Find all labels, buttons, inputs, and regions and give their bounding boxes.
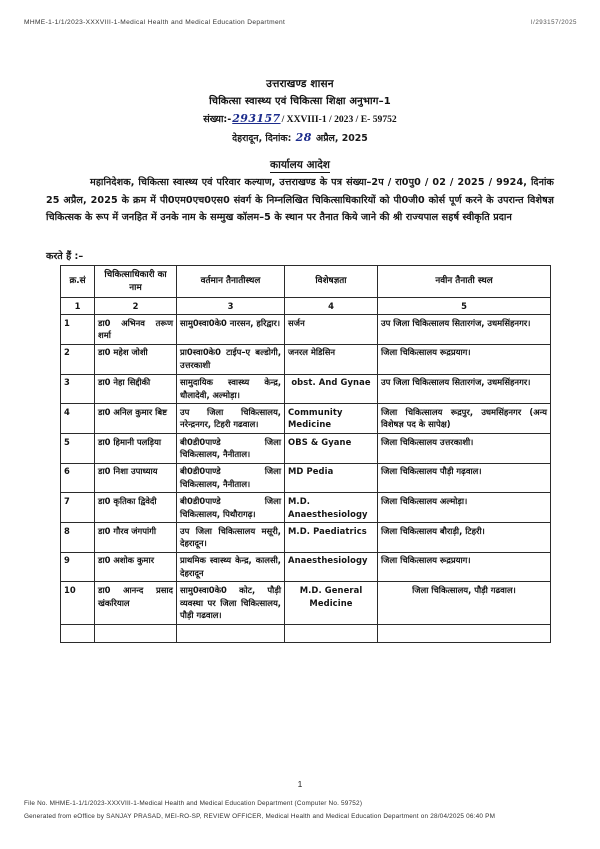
cell-new-posting: जिला चिकित्सालय पौड़ी गढ़वाल। — [378, 463, 551, 493]
posting-table — [60, 265, 551, 643]
cell-current-posting: प्राथमिक स्वास्थ्य केन्द्र, कालसी, देहरादून — [177, 552, 285, 582]
cell-new-posting: जिला चिकित्सालय रूद्रप्रयाग। — [378, 344, 551, 374]
order-number-line — [0, 110, 600, 129]
cell-specialization: MD Pedia — [285, 463, 378, 493]
colnum-2: 2 — [95, 298, 177, 315]
table-row — [61, 434, 551, 464]
place-date-label: देहरादून, दिनांक: — [232, 133, 292, 144]
cell-new-posting: जिला चिकित्सालय अल्मोड़ा। — [378, 493, 551, 523]
table-row-empty — [61, 624, 551, 643]
cell-specialization: M.D. General Medicine — [285, 582, 378, 624]
th-specialization: विशेषज्ञता — [285, 266, 378, 298]
table-row — [61, 374, 551, 404]
date-handwritten: 28 — [295, 131, 312, 144]
cell-specialization: obst. And Gynae — [285, 374, 378, 404]
th-serial: क्र.सं — [61, 266, 95, 298]
th-officer-name: चिकित्साधिकारी का नाम — [95, 266, 177, 298]
footer-file-number: File No. MHME-1-1/1/2023-XXXVIII-1-Medical Health and Medical Education Department (Computer No. 59752) — [24, 800, 363, 807]
cell-current-posting: उप जिला चिकित्सालय मसूरी, देहरादून। — [177, 523, 285, 553]
order-number-rest: / XXVIII-1 / 2023 / E- 59752 — [281, 114, 397, 125]
cell-serial: 3 — [61, 374, 95, 404]
cell-new-posting: उप जिला चिकित्सालय सितारगंज, उधमसिंहनगर। — [378, 315, 551, 345]
cell-new-posting: उप जिला चिकित्सालय सितारगंज, उधमसिंहनगर। — [378, 374, 551, 404]
order-number-label: संख्या:- — [203, 114, 232, 125]
table-row — [61, 493, 551, 523]
table-row — [61, 315, 551, 345]
colnum-5: 5 — [378, 298, 551, 315]
cell-current-posting: उप जिला चिकित्सालय, नरेन्द्रनगर, टिहरी गढवाल। — [177, 404, 285, 434]
cell-officer-name: डा0 अभिनव तरूण शर्मा — [95, 315, 177, 345]
cell-specialization: सर्जन — [285, 315, 378, 345]
cell-officer-name: डा0 निशा उपाध्याय — [95, 463, 177, 493]
cell-specialization: Anaesthesiology — [285, 552, 378, 582]
cell-specialization — [285, 624, 378, 643]
colnum-3: 3 — [177, 298, 285, 315]
cell-serial — [61, 624, 95, 643]
cell-serial: 7 — [61, 493, 95, 523]
cell-serial: 2 — [61, 344, 95, 374]
table-row — [61, 552, 551, 582]
order-body-paragraph: महानिदेशक, चिकित्सा स्वास्थ्य एवं परिवार कल्याण, उत्तराखण्ड के पत्र संख्या–2प / रा0पु0 / 02 / 2025 / 9924, दिनांक 25 अप्रैल, 2025 के क्रम में पी0एम0एच0एस0 संवर्ग के निम्नलिखित चिकित्साधिकारियों को पी0जी0 कोर्स पूर्ण करने के उपरान्त विशेषज्ञ चिकित्सक के रूप में जनहित में उनके नाम के सम्मुख कॉलम–5 के स्थान पर तैनात किये जाने की श्री राज्यपाल सहर्ष स्वीकृति प्रदान — [46, 177, 554, 223]
cell-officer-name: डा0 हिमानी पलड़िया — [95, 434, 177, 464]
cell-officer-name: डा0 महेश जोशी — [95, 344, 177, 374]
cell-current-posting — [177, 624, 285, 643]
cell-specialization: Community Medicine — [285, 404, 378, 434]
cell-serial: 4 — [61, 404, 95, 434]
cell-specialization: M.D. Anaesthesiology — [285, 493, 378, 523]
cell-new-posting — [378, 624, 551, 643]
cell-specialization: OBS & Gyane — [285, 434, 378, 464]
cell-new-posting: जिला चिकित्सालय रूद्रप्रयाग। — [378, 552, 551, 582]
table-row — [61, 344, 551, 374]
table-header-row — [61, 266, 551, 298]
th-new-posting: नवीन तैनाती स्थल — [378, 266, 551, 298]
cell-current-posting: बी0डी0पाण्डे जिला चिकित्सालय, नैनीताल। — [177, 463, 285, 493]
order-heading-text: कार्यालय आदेश — [270, 159, 330, 171]
cell-new-posting: जिला चिकित्सालय रूद्रपुर, उधमसिंहनगर (अन्य विशेषज्ञ पद के सापेक्ष) — [378, 404, 551, 434]
date-rest: अप्रैल, 2025 — [316, 133, 368, 144]
table-row — [61, 523, 551, 553]
table-row — [61, 582, 551, 624]
cell-serial: 6 — [61, 463, 95, 493]
cell-specialization: जनरल मेडिसिन — [285, 344, 378, 374]
footer-generated-info: Generated from eOffice by SANJAY PRASAD, MEI-RO-SP, REVIEW OFFICER, Medical Health and Medical Education Department on 28/04/2025 06:40 PM — [24, 813, 496, 820]
cell-new-posting: जिला चिकित्सालय उत्तरकाशी। — [378, 434, 551, 464]
govt-name: उत्तराखण्ड शासन — [266, 78, 334, 90]
cell-current-posting: सामुदायिक स्वास्थ्य केन्द्र, धौलादेवी, अल्मोड़ा। — [177, 374, 285, 404]
title-block — [0, 76, 600, 148]
cell-new-posting: जिला चिकित्सालय बौराड़ी, टिहरी। — [378, 523, 551, 553]
cell-officer-name — [95, 624, 177, 643]
cell-new-posting: जिला चिकित्सालय, पौड़ी गढवाल। — [378, 582, 551, 624]
page-number: 1 — [297, 779, 303, 789]
posting-table-wrapper — [60, 265, 550, 643]
colnum-4: 4 — [285, 298, 378, 315]
cell-officer-name: डा0 कृतिका द्विवेदी — [95, 493, 177, 523]
table-row — [61, 404, 551, 434]
cell-serial: 5 — [61, 434, 95, 464]
cell-current-posting: प्रा0स्वा0के0 टाईप–ए बल्डोगी, उत्तरकाशी — [177, 344, 285, 374]
cell-officer-name: डा0 आनन्द प्रसाद खंकरियाल — [95, 582, 177, 624]
colnum-1: 1 — [61, 298, 95, 315]
cell-serial: 9 — [61, 552, 95, 582]
cell-current-posting: बी0डी0पाण्डे जिला चिकित्सालय, नैनीताल। — [177, 434, 285, 464]
cell-serial: 1 — [61, 315, 95, 345]
header-file-reference: MHME-1-1/1/2023-XXXVIII-1-Medical Health and Medical Education Department — [24, 19, 286, 26]
department-name: चिकित्सा स्वास्थ्य एवं चिकित्सा शिक्षा अनुभाग–1 — [209, 96, 391, 107]
cell-officer-name: डा0 अशोक कुमार — [95, 552, 177, 582]
order-number-handwritten: 293157 — [232, 112, 281, 125]
order-heading — [0, 158, 600, 172]
table-column-number-row — [61, 298, 551, 315]
th-current-posting: वर्तमान तैनातीस्थल — [177, 266, 285, 298]
cell-officer-name: डा0 अनिल कुमार बिष्ट — [95, 404, 177, 434]
cell-officer-name: डा0 नेहा सिद्दीकी — [95, 374, 177, 404]
cell-serial: 10 — [61, 582, 95, 624]
cell-specialization: M.D. Paediatrics — [285, 523, 378, 553]
cell-current-posting: बी0डी0पाण्डे जिला चिकित्सालय, पिथौरागढ़। — [177, 493, 285, 523]
cell-serial: 8 — [61, 523, 95, 553]
header-document-id: I/293157/2025 — [530, 19, 577, 26]
cell-current-posting: सामु0स्वा0के0 कोट, पौड़ी व्यवस्था पर जिला चिकित्सालय, पौड़ी गढवाल। — [177, 582, 285, 624]
place-date-line — [0, 129, 600, 148]
cell-current-posting: सामु0स्वा0के0 नारसन, हरिद्वार। — [177, 315, 285, 345]
order-body-tail: करते हैं :– — [46, 251, 84, 262]
posting-table-body — [61, 315, 551, 643]
table-row — [61, 463, 551, 493]
cell-officer-name: डा0 गौरव जंगपांगी — [95, 523, 177, 553]
